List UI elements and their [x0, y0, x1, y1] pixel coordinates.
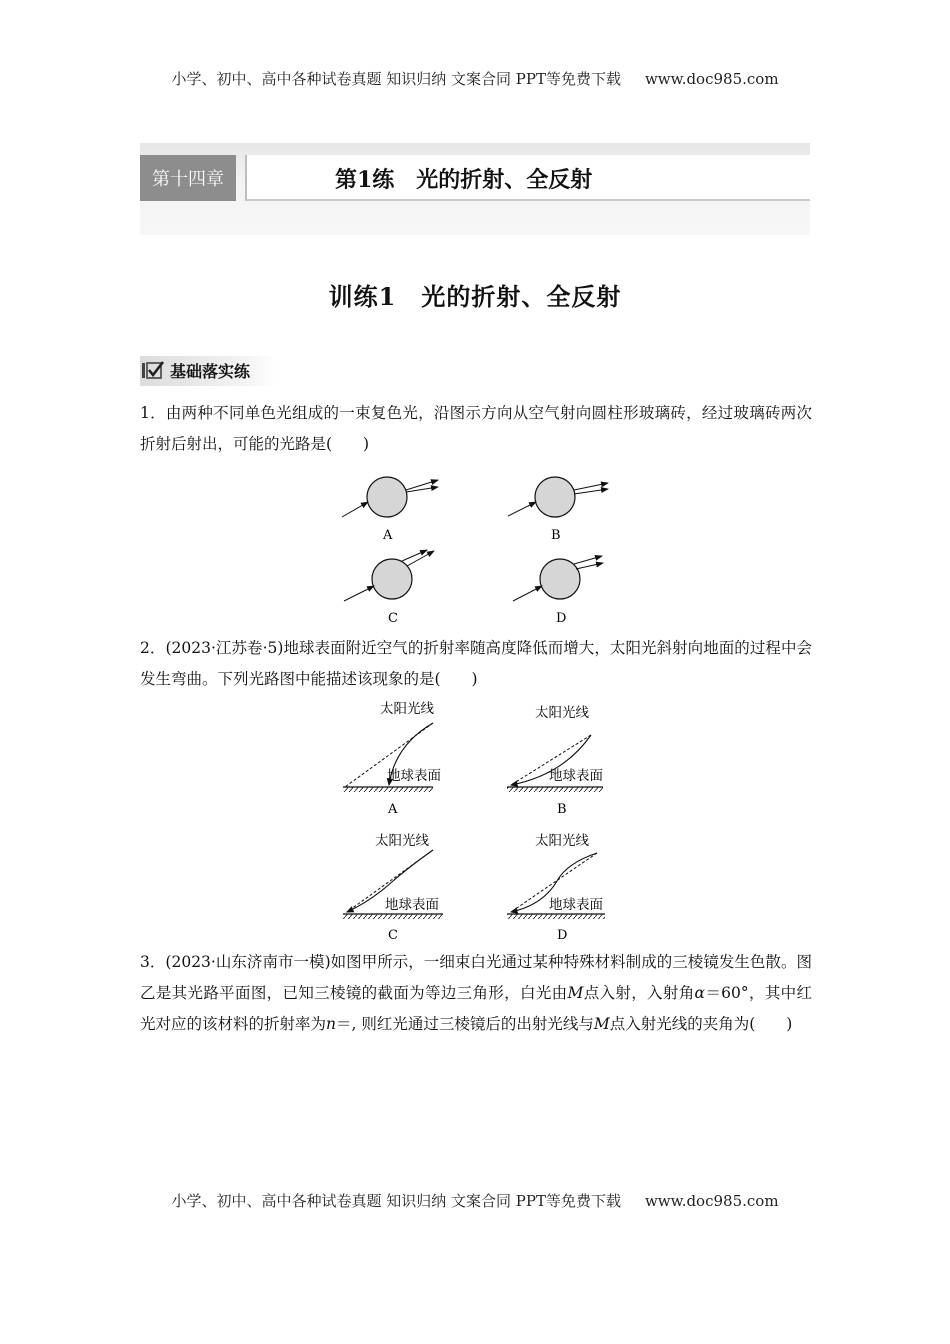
q2-option-b-diagram: [507, 704, 603, 817]
q1-label-b: B: [551, 528, 561, 543]
ground-hatch: [343, 787, 433, 792]
exit-ray: [406, 480, 438, 490]
q3-n: n: [326, 1015, 336, 1033]
question-3-text: [140, 947, 812, 1040]
q3-point-m: M: [567, 984, 584, 1002]
exit-ray: [574, 483, 608, 490]
earth-surface-label: 地球表面: [387, 768, 441, 784]
ground-hatch: [507, 787, 603, 792]
q3-alpha: α: [694, 984, 706, 1002]
q1-option-c-diagram: [344, 550, 434, 626]
incident-ray: [513, 586, 542, 601]
q2-label-d: D: [557, 928, 568, 943]
glass-cylinder: [372, 559, 412, 599]
q1-label-c: C: [388, 611, 398, 626]
ground-hatch: [507, 914, 605, 919]
q1-option-d-diagram: [513, 556, 603, 626]
earth-surface-label: 地球表面: [549, 897, 603, 913]
incident-ray: [342, 502, 368, 517]
question-1-figure: [330, 465, 630, 630]
q3-text-part4: ＝, 则红光通过三棱镜后的出射光线与: [336, 1015, 594, 1033]
q3-point-m-2: M: [593, 1015, 610, 1033]
header-site-link[interactable]: www.doc985.com: [644, 70, 779, 88]
checkbox-check-icon: [141, 360, 165, 380]
q2-label-b: B: [557, 802, 567, 817]
question-2-text: 2．(2023·江苏卷·5)地球表面附近空气的折射率随高度降低而增大，太阳光斜射向地面的过程中会发生弯曲。下列光路图中能描述该现象的是( ): [140, 639, 812, 688]
q2-option-a-diagram: [343, 700, 441, 817]
earth-surface-label: 地球表面: [549, 768, 603, 784]
page-footer: [0, 1190, 950, 1211]
exit-ray: [402, 550, 427, 561]
q1-label-a: A: [383, 528, 393, 543]
section-label: 基础落实练: [170, 362, 251, 381]
incident-ray: [344, 586, 374, 601]
footer-text: 小学、初中、高中各种试卷真题 知识归纳 文案合同 PPT等免费下载: [171, 1192, 621, 1210]
glass-cylinder: [367, 477, 407, 517]
q2-option-c-diagram: [343, 832, 443, 943]
sun-rays-label: 太阳光线: [535, 705, 589, 721]
q1-label-d: D: [556, 611, 567, 626]
question-2-figure: [335, 695, 635, 945]
question-1-text: 1．由两种不同单色光组成的一束复色光，沿图示方向从空气射向圆柱形玻璃砖，经过玻璃砖两次折射后射出，可能的光路是( ): [140, 404, 812, 453]
chapter-tag: 第十四章: [140, 155, 236, 201]
q2-option-d-diagram: [507, 832, 605, 943]
q3-text-part3: ＝60°，其中红光对应的该材料的折射率为: [140, 984, 812, 1033]
q3-text-part2: 点入射，入射角: [583, 984, 695, 1002]
exit-ray: [574, 489, 608, 494]
q2-label-a: A: [388, 802, 398, 817]
glass-cylinder: [540, 559, 580, 599]
sun-rays-label: 太阳光线: [375, 833, 429, 849]
q3-text-part5: 点入射光线的夹角为( ): [609, 1015, 793, 1033]
footer-site-link[interactable]: www.doc985.com: [644, 1192, 779, 1210]
q1-option-a-diagram: [342, 477, 438, 543]
page-header: [0, 68, 950, 89]
chapter-title: 第1练 光的折射、全反射: [335, 167, 593, 193]
exit-ray: [576, 563, 603, 569]
earth-surface-label: 地球表面: [385, 897, 439, 913]
q1-option-b-diagram: [508, 477, 608, 543]
sun-rays-label: 太阳光线: [380, 701, 434, 717]
main-title: 训练1 光的折射、全反射: [328, 282, 622, 311]
incident-ray: [508, 502, 536, 516]
q2-label-c: C: [388, 928, 398, 943]
q3-text-part1: 3．(2023·山东济南市一模)如图甲所示，一细束白光通过某种特殊材料制成的三棱镜发生色散。图乙是其光路平面图，已知三棱镜的截面为等边三角形，白光由: [140, 953, 812, 1002]
exit-ray: [574, 556, 602, 564]
header-text: 小学、初中、高中各种试卷真题 知识归纳 文案合同 PPT等免费下载: [171, 70, 621, 88]
sun-rays-label: 太阳光线: [535, 833, 589, 849]
ground-hatch: [343, 914, 443, 919]
exit-ray: [406, 487, 438, 492]
glass-cylinder: [535, 477, 575, 517]
